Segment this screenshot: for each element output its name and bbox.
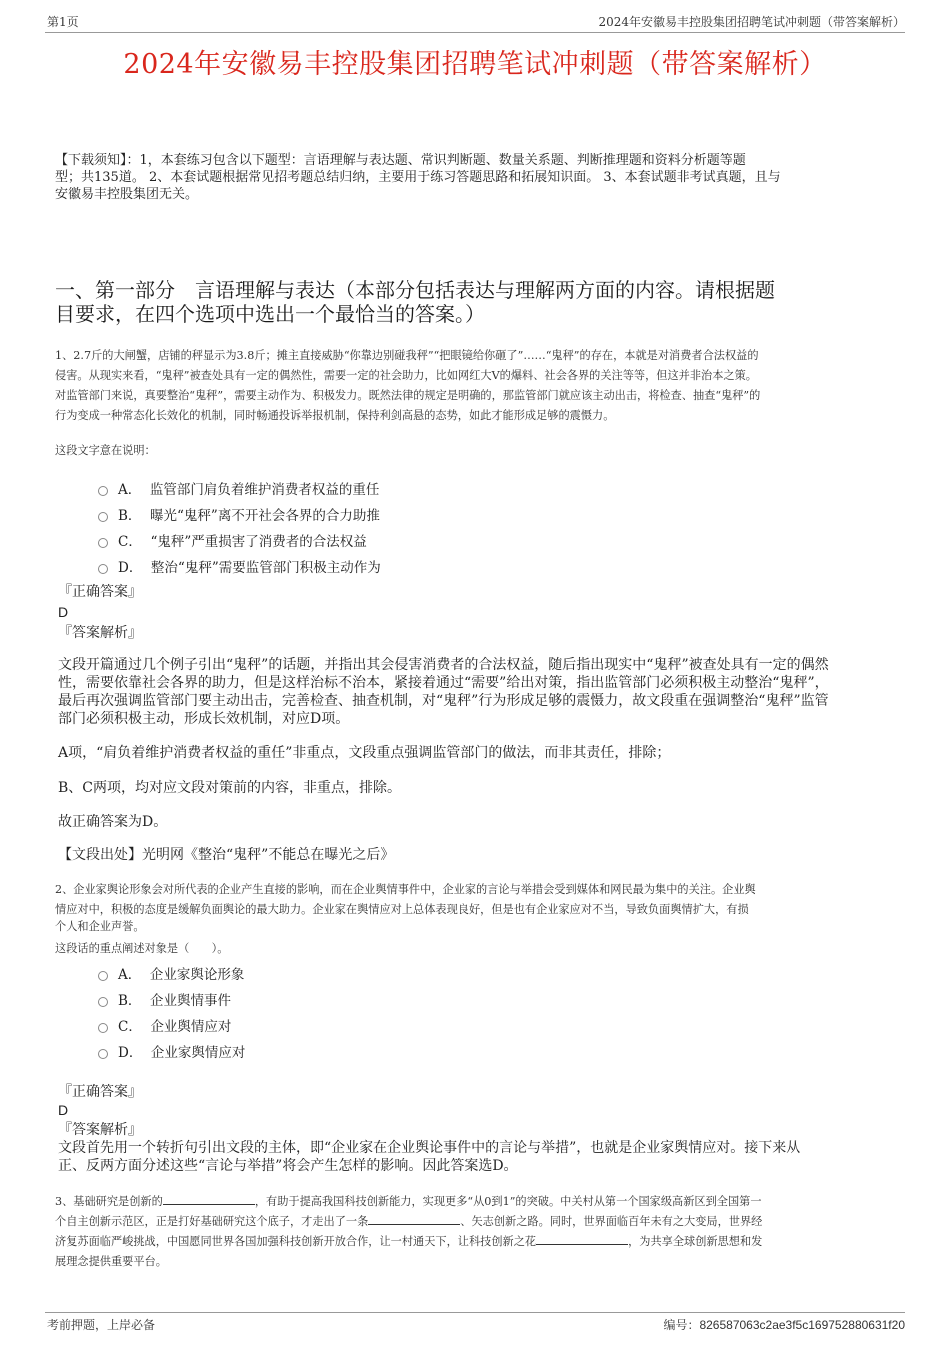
analysis-line: 部门必须积极主动，形成长效机制，对应D项。 xyxy=(58,711,350,727)
option-text: 企业舆情事件 xyxy=(150,993,232,1009)
question-1-prompt: 这段文字意在说明： xyxy=(55,444,156,457)
radio-icon[interactable] xyxy=(98,971,108,981)
stem-text: 济复苏面临严峻挑战，中国愿同世界各国加强科技创新开放合作，让一村通天下，让科技创新之花 xyxy=(55,1235,537,1248)
option-text: 监管部门肩负着维护消费者权益的重任 xyxy=(149,482,380,498)
option-c[interactable] xyxy=(98,1015,231,1035)
stem-text: 3、基础研究是创新的 xyxy=(55,1195,163,1208)
document-code xyxy=(663,1316,905,1333)
analysis-note-bc: B、C两项，均对应文段对策前的内容，非重点，排除。 xyxy=(58,780,401,796)
analysis-conclusion: 故正确答案为D。 xyxy=(58,814,168,830)
option-text: 企业家舆论形象 xyxy=(149,967,245,983)
header-doc-title: 2024年安徽易丰控股集团招聘笔试冲刺题（带答案解析） xyxy=(598,15,905,29)
option-letter: C． xyxy=(118,1019,142,1035)
notice-line: 【下载须知】：1，本套练习包含以下题型：言语理解与表达题、常识判断题、数量关系题、判断推理题和资料分析题等题 xyxy=(55,153,746,168)
option-letter: D． xyxy=(118,1045,143,1061)
option-text: 整治“鬼秤”需要监管部门积极主动作为 xyxy=(150,560,381,576)
radio-icon[interactable] xyxy=(98,1023,108,1033)
option-letter: B． xyxy=(118,508,142,524)
option-a[interactable] xyxy=(98,963,244,983)
stem-line: 对监管部门来说，真要整治“鬼秤”，需要主动作为、积极发力。既然法律的规定是明确的，那监管部门就应该主动出击，将检查、抽查“鬼秤”的 xyxy=(55,389,761,402)
analysis-line: 性，需要依靠社会各界的助力，但是这样治标不治本，紧接着通过“需要”给出对策，指出监管部门必须积极主动整治“鬼秤”， xyxy=(58,675,829,691)
fill-blank[interactable] xyxy=(368,1212,460,1225)
section-heading-line: 一、第一部分 言语理解与表达（本部分包括表达与理解两方面的内容。请根据题 xyxy=(55,278,775,302)
option-b[interactable] xyxy=(98,989,231,1009)
stem-text: ，为共享全球创新思想和发 xyxy=(628,1235,763,1248)
fill-blank[interactable] xyxy=(163,1192,255,1205)
stem-line: 侵害。从现实来看，“鬼秤”被查处具有一定的偶然性，需要一定的社会助力，比如网红大V的爆料、社会各界的关注等等，但这并非治本之策。 xyxy=(55,369,757,382)
option-letter: D． xyxy=(118,560,143,576)
option-b[interactable] xyxy=(98,504,380,524)
analysis-note-a: A项，“肩负着维护消费者权益的重任”非重点，文段重点强调监管部门的做法，而非其责任，排除； xyxy=(58,745,671,761)
option-letter: B． xyxy=(118,993,142,1009)
download-notice xyxy=(55,152,915,203)
code-value: 826587063c2ae3f5c169752880631f20 xyxy=(699,1318,905,1332)
question-1-stem xyxy=(55,346,915,426)
question-2-analysis xyxy=(58,1139,918,1175)
radio-icon[interactable] xyxy=(98,512,108,522)
option-letter: A． xyxy=(118,482,142,498)
radio-icon[interactable] xyxy=(98,1049,108,1059)
analysis-line: 正、反两方面分述这些“言论与举措”将会产生怎样的影响。因此答案选D。 xyxy=(58,1158,518,1174)
section-heading-line: 目要求，在四个选项中选出一个最恰当的答案。） xyxy=(55,302,485,326)
analysis-line: 文段首先用一个转折句引出文段的主体，即“企业家在企业舆论事件中的言论与举措”，也就是企业家舆情应对。接下来从 xyxy=(58,1140,801,1156)
option-letter: A． xyxy=(118,967,142,983)
stem-line: 情应对中，积极的态度是缓解负面舆论的最大助力。企业家在舆情应对上总体表现良好，但是也有企业家应对不当，导致负面舆情扩大，有损 xyxy=(55,903,749,916)
analysis-label: 『答案解析』 xyxy=(58,625,142,641)
question-3-stem xyxy=(55,1192,915,1272)
option-d[interactable] xyxy=(98,1041,245,1061)
footer-divider xyxy=(45,1312,905,1313)
option-text: 企业舆情应对 xyxy=(150,1019,232,1035)
answer-label: 『正确答案』 xyxy=(58,584,142,600)
stem-line xyxy=(55,1192,915,1212)
radio-icon[interactable] xyxy=(98,486,108,496)
radio-icon[interactable] xyxy=(98,564,108,574)
page-number: 第1页 xyxy=(47,15,79,29)
option-text: “鬼秤”严重损害了消费者的合法权益 xyxy=(150,534,367,550)
analysis-line: 最后再次强调监管部门要主动出击，完善检查、抽查机制，对“鬼秤”行为形成足够的震慑力，故文段重在强调整治“鬼秤”监管 xyxy=(58,693,829,709)
answer-value: D xyxy=(58,604,69,620)
section-heading xyxy=(55,278,925,326)
stem-text: 、矢志创新之路。同时，世界面临百年未有之大变局，世界经 xyxy=(460,1215,763,1228)
analysis-source: 【文段出处】光明网《整治“鬼秤”不能总在曝光之后》 xyxy=(58,847,395,863)
header-divider xyxy=(45,32,905,33)
option-letter: C． xyxy=(118,534,142,550)
notice-line: 安徽易丰控股集团无关。 xyxy=(55,187,199,202)
radio-icon[interactable] xyxy=(98,997,108,1007)
stem-text: 个自主创新示范区，正是打好基础研究这个底子，才走出了一条 xyxy=(55,1215,369,1228)
stem-line: 个人和企业声誉。 xyxy=(55,920,145,933)
page-title: 2024年安徽易丰控股集团招聘笔试冲刺题（带答案解析） xyxy=(123,49,827,80)
answer-label: 『正确答案』 xyxy=(58,1084,142,1100)
stem-line: 行为变成一种常态化长效化的机制，同时畅通投诉举报机制，保持利剑高悬的态势，如此才能形成足够的震慑力。 xyxy=(55,409,615,422)
notice-line: 型；共135道。 2、本套试题根据常见招考题总结归纳，主要用于练习答题思路和拓展知识面。 3、本套试题非考试真题，且与 xyxy=(55,170,781,185)
footer-slogan: 考前押题，上岸必备 xyxy=(47,1318,156,1332)
stem-line: 1、2.7斤的大闸蟹，店铺的秤显示为3.8斤；摊主直接威胁“你靠边别碰我秤”“把眼镜给你砸了”……“鬼秤”的存在，本就是对消费者合法权益的 xyxy=(55,349,759,362)
question-1-analysis xyxy=(58,656,918,728)
stem-text: ，有助于提高我国科技创新能力，实现更多“从0到1”的突破。中关村从第一个国家级高新区到全国第一 xyxy=(254,1195,762,1208)
question-2-stem xyxy=(55,880,915,934)
option-c[interactable] xyxy=(98,530,367,550)
stem-line: 展理念提供重要平台。 xyxy=(55,1255,167,1268)
stem-line xyxy=(55,1212,915,1232)
answer-value: D xyxy=(58,1102,69,1118)
stem-line: 2、企业家舆论形象会对所代表的企业产生直接的影响，而在企业舆情事件中，企业家的言论与举措会受到媒体和网民最为集中的关注。企业舆 xyxy=(55,883,756,896)
analysis-label: 『答案解析』 xyxy=(58,1122,142,1138)
radio-icon[interactable] xyxy=(98,538,108,548)
fill-blank[interactable] xyxy=(536,1232,628,1245)
code-label: 编号： xyxy=(663,1318,700,1332)
option-text: 企业家舆情应对 xyxy=(150,1045,246,1061)
analysis-line: 文段开篇通过几个例子引出“鬼秤”的话题，并指出其会侵害消费者的合法权益，随后指出现实中“鬼秤”被查处具有一定的偶然 xyxy=(58,657,829,673)
stem-line xyxy=(55,1232,915,1252)
option-d[interactable] xyxy=(98,556,381,576)
option-a[interactable] xyxy=(98,478,379,498)
question-2-prompt: 这段话的重点阐述对象是（ ）。 xyxy=(55,942,229,955)
option-text: 曝光“鬼秤”离不开社会各界的合力助推 xyxy=(150,508,380,524)
